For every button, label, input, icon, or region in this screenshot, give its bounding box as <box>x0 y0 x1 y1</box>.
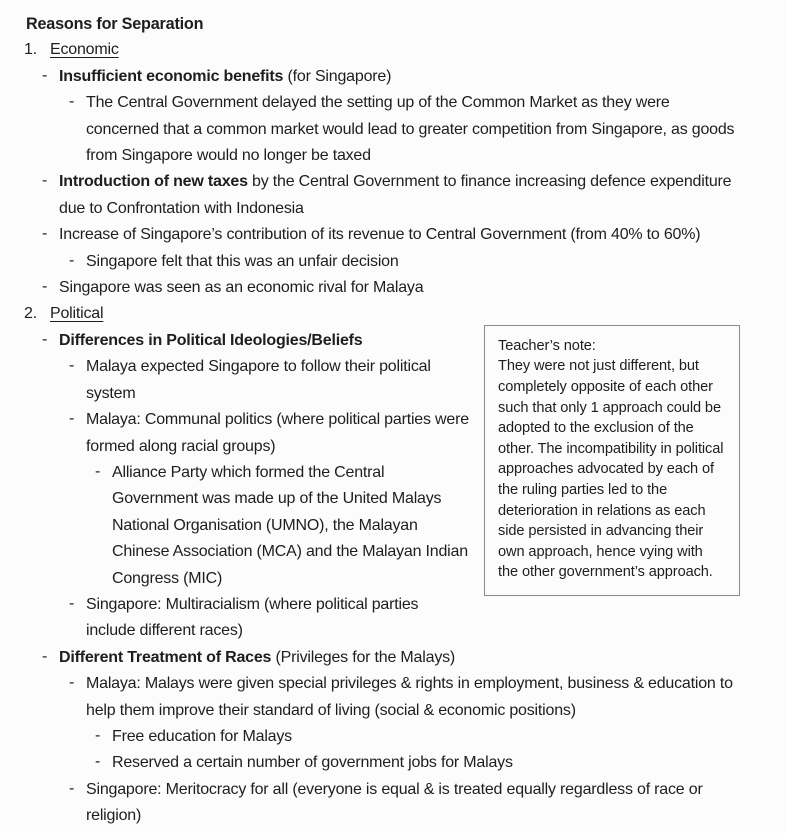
page-title: Reasons for Separation <box>26 15 204 33</box>
section-heading-label: Economic <box>50 41 119 59</box>
bullet-dash-icon: - <box>69 674 75 692</box>
list-item <box>26 645 740 671</box>
section <box>26 37 740 301</box>
item-text: Free education for Malays <box>112 727 292 745</box>
bullet-dash-icon: - <box>69 410 75 428</box>
list-item <box>26 328 740 354</box>
item-bold-text: Different Treatment of Races <box>59 648 272 666</box>
list-item <box>26 460 740 592</box>
list-item <box>26 777 740 830</box>
section-number: 2. <box>24 305 37 323</box>
bullet-dash-icon: - <box>69 594 75 612</box>
section-heading-label: Political <box>50 305 104 323</box>
list-item <box>26 724 740 750</box>
bullet-dash-icon: - <box>42 330 48 348</box>
list-item <box>26 407 740 460</box>
list-item <box>26 671 740 724</box>
list-item <box>26 249 740 275</box>
bullet-dash-icon: - <box>69 779 75 797</box>
section-number: 1. <box>24 41 37 59</box>
sections-container <box>26 37 740 829</box>
teacher-note-heading: Teacher’s note: <box>498 337 596 354</box>
section <box>26 301 740 829</box>
item-text: Singapore: Multiracialism (where political parties include different races) <box>86 595 419 640</box>
teacher-note-body: They were not just different, but completely opposite of each other such that only 1 approach could be adopted to the exclusion of the other. The incompatibility in political approaches advocated by each of the ruling parties led to the deterioration in relations as each side persisted in advancing their own approach, hence vying with the other government’s approach. <box>498 358 724 581</box>
item-text: Singapore was seen as an economic rival for Malaya <box>59 279 424 297</box>
bullet-dash-icon: - <box>95 726 101 744</box>
list-item <box>26 64 740 90</box>
item-text: (for Singapore) <box>283 67 392 85</box>
item-text: by the Central Government to finance increasing defence expenditure due to Confrontation with Indonesia <box>59 173 732 217</box>
item-text: Increase of Singapore’s contribution of its revenue to Central Government (from 40% to 60%) <box>59 226 701 244</box>
list-item <box>26 169 740 222</box>
bullet-dash-icon: - <box>69 357 75 375</box>
item-text: Malaya: Malays were given special privileges & rights in employment, business & education to help them improve their standard of living (social & economic positions) <box>86 675 733 719</box>
item-text: Alliance Party which formed the Central Government was made up of the United Malays National Organisation (UMNO), the Malayan Chinese Association (MCA) and the Malayan Indian Congress (MIC) <box>112 463 468 587</box>
bullet-dash-icon: - <box>95 753 101 771</box>
item-text: (Privileges for the Malays) <box>271 648 456 666</box>
list-item <box>26 275 740 301</box>
bullet-dash-icon: - <box>42 647 48 665</box>
bullet-dash-icon: - <box>69 93 75 111</box>
list-item <box>26 90 740 169</box>
item-text: Reserved a certain number of government jobs for Malays <box>112 754 513 772</box>
bullet-dash-icon: - <box>42 225 48 243</box>
item-text: Singapore felt that this was an unfair decision <box>86 252 399 270</box>
item-text: The Central Government delayed the setting up of the Common Market as they were concerned that a common market would lead to greater competition from Singapore, as goods from Singapore would no longer be taxed <box>86 94 735 165</box>
bullet-dash-icon: - <box>42 66 48 84</box>
list-item <box>26 750 740 776</box>
item-bold-text: Differences in Political Ideologies/Beliefs <box>59 331 363 349</box>
list-item <box>26 354 740 407</box>
section-heading-row <box>26 37 740 63</box>
item-bold-text: Insufficient economic benefits <box>59 67 284 85</box>
item-text: Malaya expected Singapore to follow their political system <box>86 358 431 402</box>
item-bold-text: Introduction of new taxes <box>59 173 248 191</box>
bullet-dash-icon: - <box>95 462 101 480</box>
list-item <box>26 222 740 248</box>
bullet-dash-icon: - <box>42 172 48 190</box>
item-text: Singapore: Meritocracy for all (everyone is equal & is treated equally regardless of race or religion) <box>86 780 703 825</box>
section-heading-row <box>26 301 740 327</box>
bullet-dash-icon: - <box>42 278 48 296</box>
list-item <box>26 592 740 645</box>
bullet-dash-icon: - <box>69 251 75 269</box>
item-text: Malaya: Communal politics (where political parties were formed along racial groups) <box>86 411 469 455</box>
